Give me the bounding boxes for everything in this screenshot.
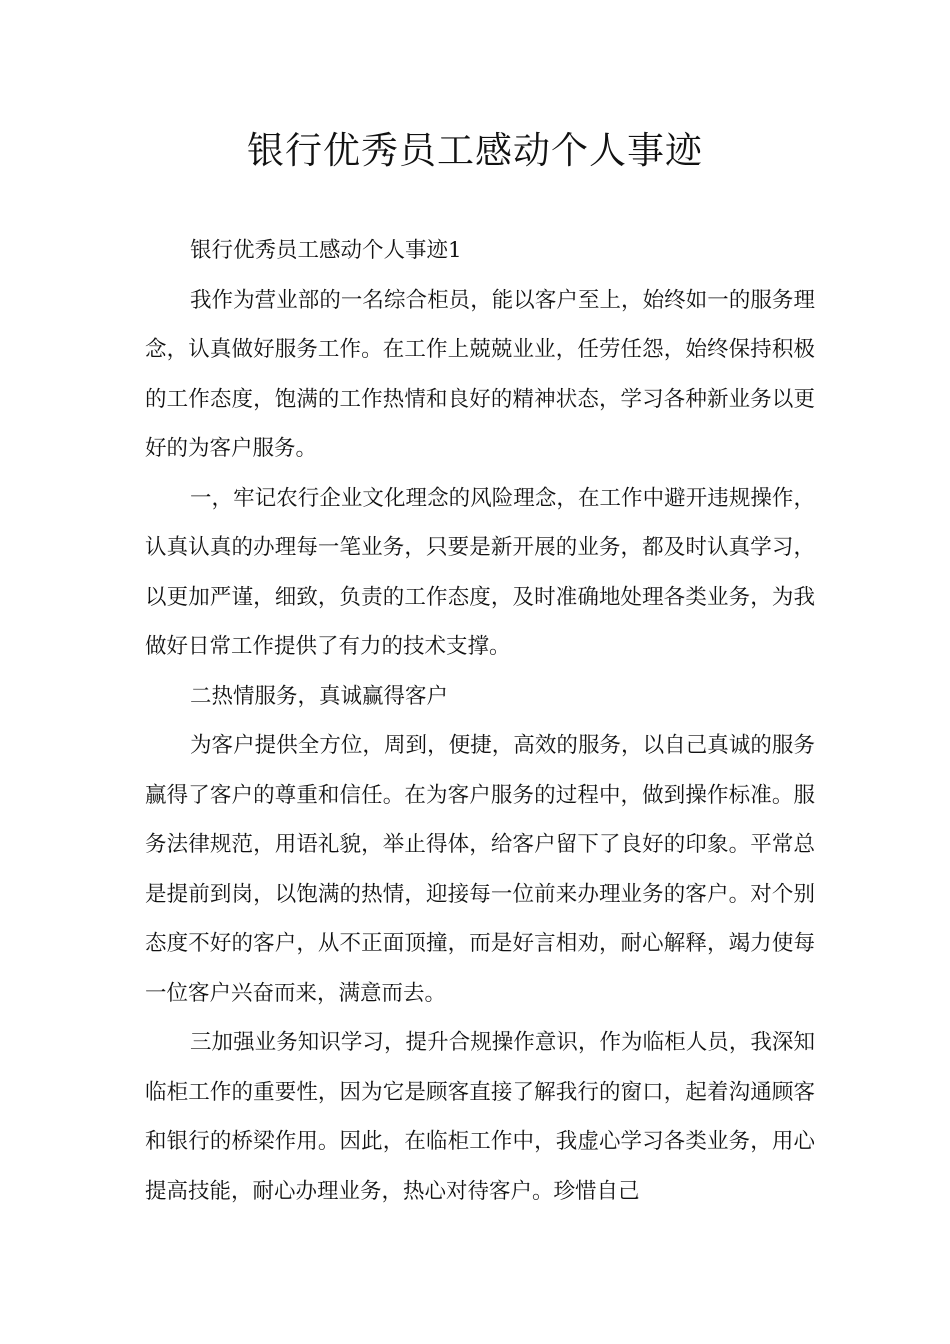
paragraph-section-2-heading: 二热情服务，真诚赢得客户 xyxy=(190,683,449,709)
paragraph-section-1: 一，牢记农行企业文化理念的风险理念，在工作中避开违规操作，认真认真的办理每一笔业务，只要是新开展的业务，都及时认真学习，以更加严谨，细致，负责的工作态度，及时准确地处理各类业务，为我做好日常工作提供了有力的技术支撑。 xyxy=(145,485,815,659)
paragraph-intro: 我作为营业部的一名综合柜员，能以客户至上，始终如一的服务理念，认真做好服务工作。在工作上兢兢业业，任劳任怨，始终保持积极的工作态度，饱满的工作热情和良好的精神状态，学习各种新业务以更好的为客户服务。 xyxy=(145,287,815,461)
paragraph-heading-1: 银行优秀员工感动个人事迹1 xyxy=(190,238,462,263)
paragraph-section-2: 为客户提供全方位，周到，便捷，高效的服务，以自己真诚的服务赢得了客户的尊重和信任。在为客户服务的过程中，做到操作标准。服务法律规范，用语礼貌，举止得体，给客户留下了良好的印象。平常总是提前到岗，以饱满的热情，迎接每一位前来办理业务的客户。对个别态度不好的客户，从不正面顶撞，而是好言相劝，耐心解释，竭力使每一位客户兴奋而来，满意而去。 xyxy=(145,733,815,1006)
document-body xyxy=(145,226,815,1216)
paragraph-section-3: 三加强业务知识学习，提升合规操作意识，作为临柜人员，我深知临柜工作的重要性，因为它是顾客直接了解我行的窗口，起着沟通顾客和银行的桥梁作用。因此，在临柜工作中，我虚心学习各类业务，用心提高技能，耐心办理业务，热心对待客户。珍惜自己 xyxy=(145,1030,815,1204)
document-title: 银行优秀员工感动个人事迹 xyxy=(247,129,703,172)
